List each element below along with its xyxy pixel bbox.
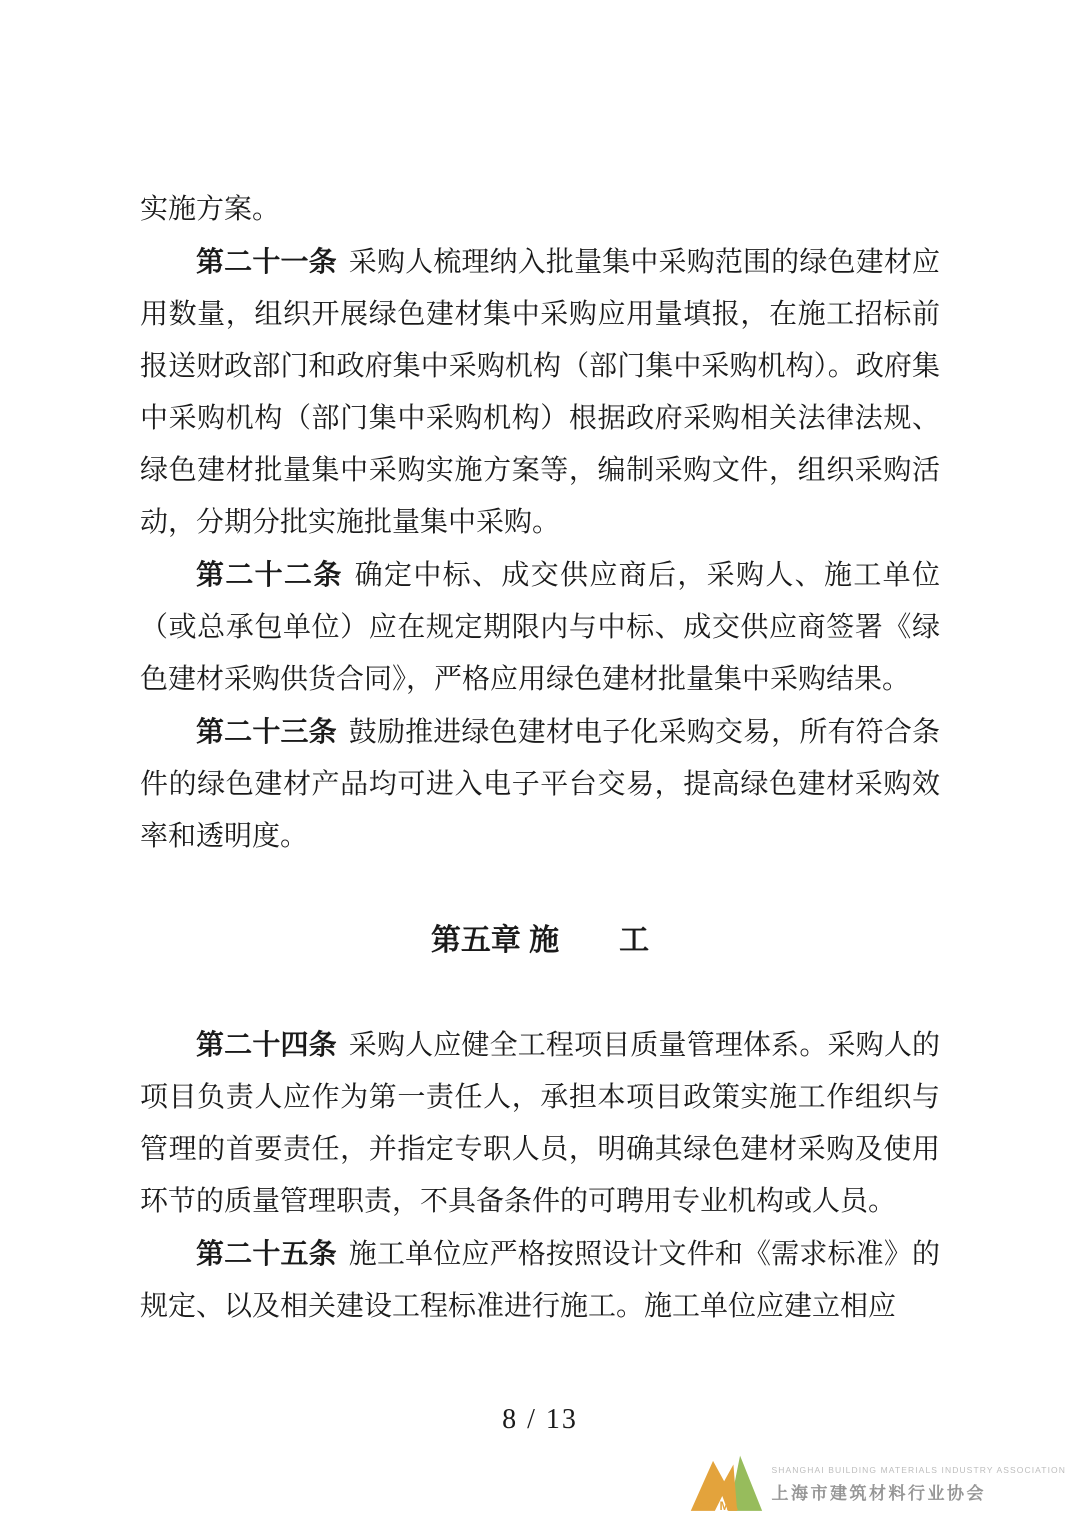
paragraph-text: 确定中标、成交供应商后，采购人、施工单位（或总承包单位）应在规定期限内与中标、成交供应商签署《绿色建材采购供货合同》，严格应用绿色建材批量集中采购结果。 [140,560,940,695]
sbma-mountain-logo-icon [688,1452,764,1516]
article-number: 第二十二条 [196,559,343,590]
article-number: 第二十四条 [196,1029,337,1060]
association-name [772,1465,1066,1504]
logo-monogram-right: MA [719,1498,738,1513]
article-number: 第二十五条 [196,1238,337,1269]
article-number: 第二十三条 [196,716,337,747]
paragraph [140,1228,940,1333]
page-number: 8 / 13 [502,1404,578,1435]
paragraph [140,1019,940,1228]
association-logo [688,1452,1066,1516]
document-body [140,184,940,1333]
logo-monogram-left: SB [694,1498,711,1513]
paragraph-text: 采购人应健全工程项目质量管理体系。采购人的项目负责人应作为第一责任人，承担本项目政策实施工作组织与管理的首要责任，并指定专职人员，明确其绿色建材采购及使用环节的质量管理职责，不具备条件的可聘用专业机构或人员。 [140,1030,940,1217]
paragraph [140,184,940,236]
article-number: 第二十一条 [196,246,337,277]
chapter-heading: 第五章 施 工 [430,924,650,957]
paragraph [140,706,940,863]
paragraph [140,549,940,706]
paragraph-text: 施工单位应严格按照设计文件和《需求标准》的规定、以及相关建设工程标准进行施工。施工单位应建立相应 [140,1239,940,1322]
paragraph [140,236,940,549]
paragraph-text: 鼓励推进绿色建材电子化采购交易，所有符合条件的绿色建材产品均可进入电子平台交易，提高绿色建材采购效率和透明度。 [140,717,940,852]
paragraph-text: 实施方案。 [140,194,281,225]
paragraph-text: 采购人梳理纳入批量集中采购范围的绿色建材应用数量，组织开展绿色建材集中采购应用量填报，在施工招标前报送财政部门和政府集中采购机构（部门集中采购机构）。政府集中采购机构（部门集中采购机构）根据政府采购相关法律法规、绿色建材批量集中采购实施方案等，编制采购文件，组织采购活动，分期分批实施批量集中采购。 [140,247,940,538]
association-name-cn: 上海市建筑材料行业协会 [771,1483,987,1503]
association-name-en: SHANGHAI BUILDING MATERIALS INDUSTRY ASSOCIATION [771,1464,1066,1475]
